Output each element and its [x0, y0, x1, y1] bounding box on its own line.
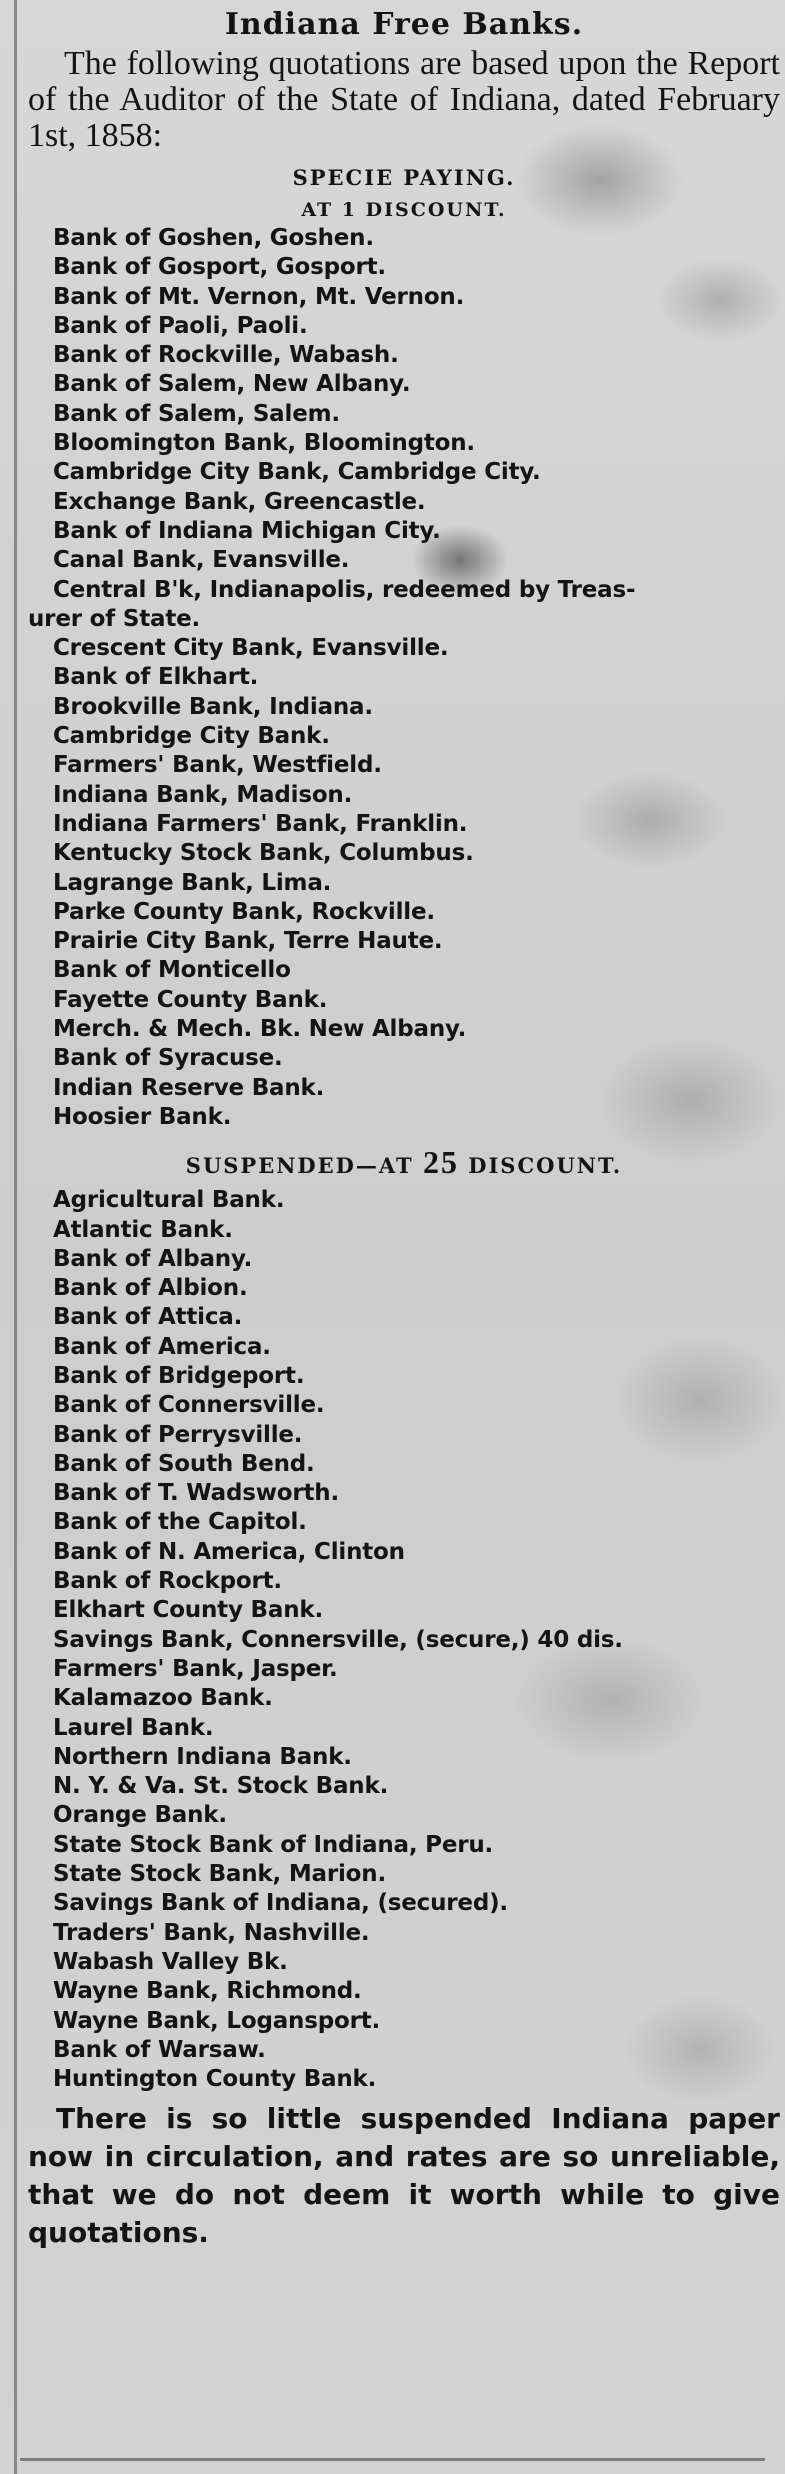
list-item: Bank of the Capitol.: [53, 1509, 307, 1536]
list-item: Farmers' Bank, Jasper.: [53, 1655, 338, 1682]
specie-bank-list: [28, 224, 780, 1132]
list-item: Bank of Syracuse.: [53, 1045, 283, 1072]
list-item: Parke County Bank, Rockville.: [53, 898, 435, 925]
list-item: Bank of America.: [53, 1333, 271, 1360]
list-item: Savings Bank of Indiana, (secured).: [53, 1890, 508, 1917]
list-item: Bank of Connersville.: [53, 1392, 325, 1419]
list-item: Bank of Salem, New Albany.: [53, 371, 411, 398]
suspended-heading: [28, 1144, 780, 1181]
list-item: Northern Indiana Bank.: [53, 1743, 352, 1770]
suspended-heading-suffix: DISCOUNT.: [458, 1153, 623, 1179]
closing-paragraph: There is so little suspended Indiana paper now in circulation, and rates are so unreliable, that we do not deem it worth while to give quotations.: [28, 2102, 780, 2250]
list-item: Wayne Bank, Richmond.: [53, 1978, 362, 2005]
specie-discount-heading: AT 1 DISCOUNT.: [301, 199, 507, 221]
list-item: Cambridge City Bank, Cambridge City.: [53, 459, 541, 486]
list-item: Lagrange Bank, Lima.: [53, 869, 332, 896]
list-item: Central B'k, Indianapolis, redeemed by Treas-: [53, 576, 636, 603]
list-item: Bank of Salem, Salem.: [53, 400, 340, 427]
list-item: Elkhart County Bank.: [53, 1597, 324, 1624]
list-item: Savings Bank, Connersville, (secure,) 40 dis.: [53, 1626, 623, 1653]
list-item: Bank of Elkhart.: [53, 664, 259, 691]
list-item: Bank of Attica.: [53, 1304, 243, 1331]
list-item: Wayne Bank, Logansport.: [53, 2007, 381, 2034]
list-item: Kentucky Stock Bank, Columbus.: [53, 840, 474, 867]
list-item: Bank of Paoli, Paoli.: [53, 312, 308, 339]
list-item: Bank of T. Wadsworth.: [53, 1480, 340, 1507]
suspended-heading-prefix: SUSPENDED—AT: [185, 1153, 423, 1179]
list-item: Hoosier Bank.: [53, 1103, 232, 1130]
list-item: Bank of South Bend.: [53, 1450, 315, 1477]
list-item: Bank of Perrysville.: [53, 1421, 303, 1448]
list-item: State Stock Bank of Indiana, Peru.: [53, 1831, 494, 1858]
list-item: Bank of Albany.: [53, 1245, 253, 1272]
list-item: Merch. & Mech. Bk. New Albany.: [53, 1016, 467, 1043]
article-indiana-free-banks: [28, 8, 780, 2252]
list-item: Fayette County Bank.: [53, 986, 328, 1013]
list-item: Bank of Gosport, Gosport.: [53, 254, 386, 281]
list-item: Agricultural Bank.: [53, 1187, 285, 1214]
list-item: Kalamazoo Bank.: [53, 1685, 273, 1712]
list-item: Bank of Monticello: [53, 957, 291, 984]
list-item: Atlantic Bank.: [53, 1216, 233, 1243]
list-item: Bank of Warsaw.: [53, 2036, 266, 2063]
list-item: Bank of Mt. Vernon, Mt. Vernon.: [53, 283, 465, 310]
list-item: Crescent City Bank, Evansville.: [53, 635, 449, 662]
list-item: Bank of N. America, Clinton: [53, 1538, 405, 1565]
list-item: Prairie City Bank, Terre Haute.: [53, 928, 443, 955]
list-item: Bank of Indiana Michigan City.: [53, 517, 441, 544]
list-item: State Stock Bank, Marion.: [53, 1861, 386, 1888]
list-item: Indian Reserve Bank.: [53, 1074, 325, 1101]
list-item: Wabash Valley Bk.: [53, 1948, 288, 1975]
list-item: Indiana Farmers' Bank, Franklin.: [53, 810, 468, 837]
list-item: N. Y. & Va. St. Stock Bank.: [53, 1773, 389, 1800]
column-rule: [14, 0, 17, 2474]
list-item: Orange Bank.: [53, 1802, 227, 1829]
list-item: Bank of Albion.: [53, 1275, 248, 1302]
list-item: Canal Bank, Evansville.: [53, 547, 350, 574]
list-item: Laurel Bank.: [53, 1714, 214, 1741]
list-item: Indiana Bank, Madison.: [53, 781, 353, 808]
list-item: Farmers' Bank, Westfield.: [53, 752, 382, 779]
list-item: Bank of Rockport.: [53, 1568, 282, 1595]
list-item: Traders' Bank, Nashville.: [53, 1919, 370, 1946]
list-item: Bloomington Bank, Bloomington.: [53, 430, 475, 457]
list-item: Exchange Bank, Greencastle.: [53, 488, 426, 515]
article-intro: The following quotations are based upon the Report of the Auditor of the State of Indiana, dated February 1st, 1858:: [28, 45, 780, 154]
list-item: Brookville Bank, Indiana.: [53, 693, 373, 720]
list-item: Huntington County Bank.: [53, 2066, 377, 2093]
list-item: Bank of Goshen, Goshen.: [53, 225, 374, 251]
bottom-rule: [20, 2458, 765, 2461]
list-item: Bank of Bridgeport.: [53, 1362, 305, 1389]
suspended-heading-number: 25: [422, 1144, 459, 1181]
list-item: Bank of Rockville, Wabash.: [53, 342, 399, 369]
list-item: Cambridge City Bank.: [53, 723, 330, 750]
list-item: urer of State.: [28, 605, 201, 632]
article-title: Indiana Free Banks.: [224, 7, 584, 42]
suspended-bank-list: [28, 1186, 780, 2094]
specie-paying-heading: SPECIE PAYING.: [292, 165, 516, 190]
